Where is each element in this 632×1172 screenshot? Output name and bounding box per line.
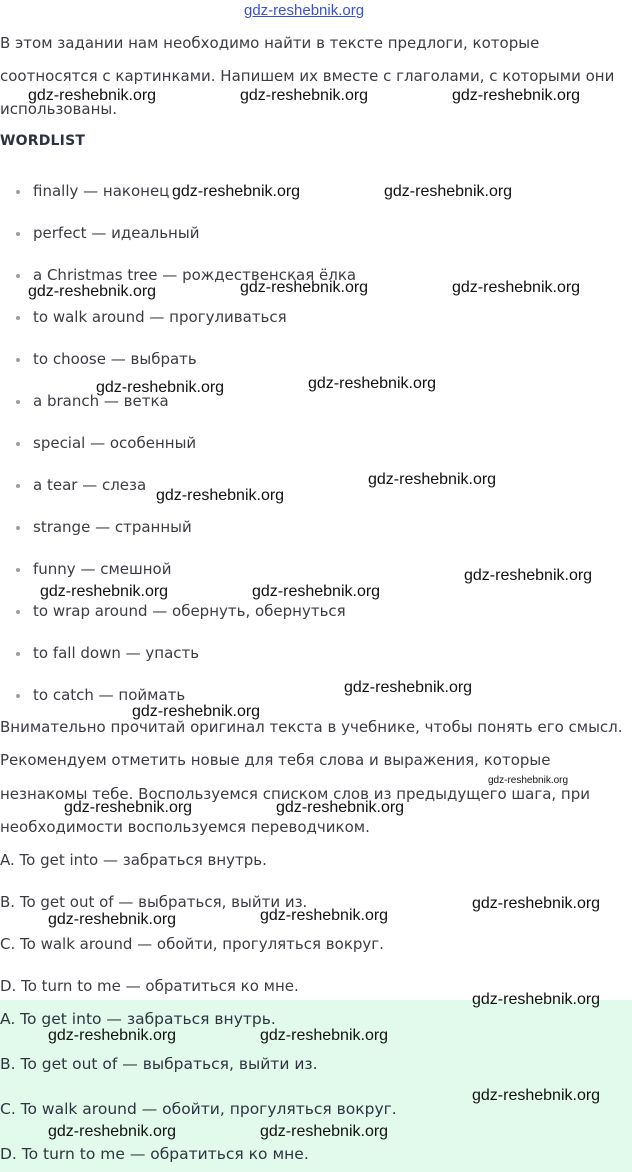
phrase-c: C. To walk around — обойти, прогуляться вокруг. [0,935,384,953]
watermark: gdz-reshebnik.org [260,1027,389,1044]
bullet-icon [16,694,20,698]
watermark: gdz-reshebnik.org [472,1087,601,1104]
watermark: gdz-reshebnik.org [240,279,369,296]
bullet-icon [16,190,20,194]
watermark: gdz-reshebnik.org [48,1123,177,1140]
watermark: gdz-reshebnik.org [48,911,177,928]
watermark: gdz-reshebnik.org [464,567,593,584]
watermark: gdz-reshebnik.org [308,375,437,392]
watermark: gdz-reshebnik.org [472,895,601,912]
bullet-icon [16,568,20,572]
watermark: gdz-reshebnik.org [64,799,193,816]
wordlist-item-text: funny — смешной [33,560,172,578]
watermark: gdz-reshebnik.org [260,907,389,924]
read-line-1: Внимательно прочитай оригинал текста в учебнике, чтобы понять его смысл. [0,718,623,736]
read-line-4: необходимости воспользуемся переводчиком. [0,818,370,836]
watermark: gdz-reshebnik.org [240,87,369,104]
read-line-2: Рекомендуем отметить новые для тебя слова и выражения, которые [0,751,551,769]
phrase-b: B. To get out of — выбраться, выйти из. [0,893,308,911]
watermark: gdz-reshebnik.org [132,703,261,720]
intro-line-3: использованы. [0,100,118,118]
wordlist-item-text: a Christmas tree — рождественская ёлка [33,266,357,284]
wordlist-item-text: a branch — ветка [33,392,169,410]
watermark: gdz-reshebnik.org [472,991,601,1008]
bullet-icon [16,526,20,530]
wordlist-item-text: a tear — слеза [33,476,147,494]
read-line-3: незнакомы тебе. Воспользуемся списком слов из предыдущего шага, при [0,785,591,803]
watermark: gdz-reshebnik.org [28,87,157,104]
bullet-icon [16,400,20,404]
wordlist-item-text: perfect — идеальный [33,224,200,242]
watermark: gdz-reshebnik.org [344,679,473,696]
watermark: gdz-reshebnik.org [384,183,513,200]
wordlist-item-text: to fall down — упасть [33,644,200,662]
bullet-icon [16,358,20,362]
bullet-icon [16,610,20,614]
watermark: gdz-reshebnik.org [452,87,581,104]
intro-line-2: соотносятся с картинками. Напишем их вместе с глаголами, с которыми они [0,67,615,85]
watermark: gdz-reshebnik.org [260,1123,389,1140]
wordlist-item-text: to walk around — прогуливаться [33,308,287,326]
answer-b: B. To get out of — выбраться, выйти из. [0,1055,318,1073]
bullet-icon [16,484,20,488]
bullet-icon [16,274,20,278]
phrase-d: D. To turn to me — обратиться ко мне. [0,977,299,995]
wordlist-item-text: strange — странный [33,518,192,536]
watermark: gdz-reshebnik.org [452,279,581,296]
wordlist-item-text: to choose — выбрать [33,350,197,368]
watermark: gdz-reshebnik.org [488,775,569,786]
intro-line-1: В этом задании нам необходимо найти в тексте предлоги, которые [0,34,540,52]
watermark: gdz-reshebnik.org [40,583,169,600]
wordlist-item-text: special — особенный [33,434,197,452]
watermark: gdz-reshebnik.org [48,1027,177,1044]
bullet-icon [16,652,20,656]
wordlist-item-text: to catch — поймать [33,686,186,704]
phrase-a: A. To get into — забраться внутрь. [0,851,267,869]
watermark: gdz-reshebnik.org [276,799,405,816]
bullet-icon [16,316,20,320]
wordlist-heading: WORDLIST [0,133,86,149]
bullet-icon [16,442,20,446]
watermark: gdz-reshebnik.org [156,487,285,504]
bullet-icon [16,232,20,236]
site-link[interactable]: gdz-reshebnik.org [244,2,365,19]
answer-a: A. To get into — забраться внутрь. [0,1010,276,1028]
wordlist-item-text: finally — наконец [33,182,170,200]
watermark: gdz-reshebnik.org [368,471,497,488]
answer-c: C. To walk around — обойти, прогуляться вокруг. [0,1100,397,1118]
watermark: gdz-reshebnik.org [252,583,381,600]
watermark: gdz-reshebnik.org [28,283,157,300]
watermark: gdz-reshebnik.org [96,379,225,396]
watermark: gdz-reshebnik.org [172,183,301,200]
wordlist-item-text: to wrap around — обернуть, обернуться [33,602,346,620]
answer-d: D. To turn to me — обратиться ко мне. [0,1145,309,1163]
